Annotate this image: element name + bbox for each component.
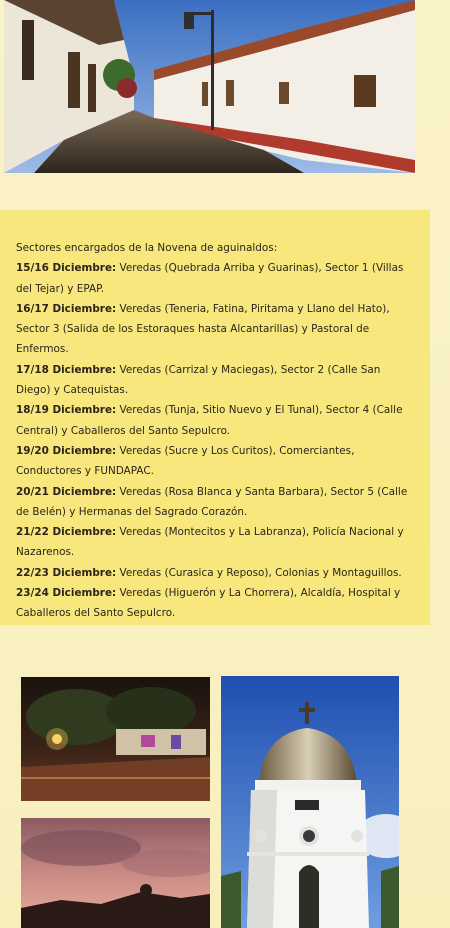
schedule-entry bbox=[16, 441, 418, 482]
entry-date: 23/24 Diciembre: bbox=[16, 587, 117, 600]
entry-date: 22/23 Diciembre: bbox=[16, 566, 117, 579]
entry-text: Veredas (Teneria, Fatina, Piritama y Llano del Hato), Sector 3 (Salida de los Estoraques hasta Alcantarillas) y Pastoral de Enfermos. bbox=[16, 302, 390, 356]
schedule-entry bbox=[16, 258, 418, 299]
entry-date: 19/20 Diciembre: bbox=[16, 444, 117, 457]
schedule-entry bbox=[16, 563, 418, 583]
schedule-entry bbox=[16, 299, 418, 360]
entry-date: 20/21 Diciembre: bbox=[16, 485, 117, 498]
sectors-text bbox=[16, 238, 418, 624]
entry-text: Veredas (Sucre y Los Curitos), Comerciantes, Conductores y FUNDAPAC. bbox=[16, 444, 355, 478]
entry-text: Veredas (Tunja, Sitio Nuevo y El Tunal), Sector 4 (Calle Central) y Caballeros del Santo Sepulcro. bbox=[16, 404, 403, 437]
intro-text: Sectores encargados de la Novena de aguinaldos: bbox=[16, 242, 278, 254]
entry-date: 21/22 Diciembre: bbox=[16, 526, 117, 539]
church-tower-photo bbox=[221, 676, 399, 928]
entry-text: Veredas (Curasica y Reposo), Colonias y Montaguillos. bbox=[116, 566, 402, 579]
entry-date: 18/19 Diciembre: bbox=[16, 404, 117, 417]
sunset-photo bbox=[21, 818, 210, 928]
street-photo bbox=[4, 0, 415, 173]
entry-text: Veredas (Rosa Blanca y Santa Barbara), Sector 5 (Calle de Belén) y Hermanas del Sagrado Corazón. bbox=[16, 485, 408, 518]
entry-date: 16/17 Diciembre: bbox=[16, 302, 117, 315]
schedule-entry bbox=[16, 583, 418, 624]
schedule-entry bbox=[16, 360, 418, 401]
entry-text: Veredas (Carrizal y Maciegas), Sector 2 (Calle San Diego) y Catequistas. bbox=[16, 363, 381, 397]
schedule-entry bbox=[16, 522, 418, 563]
entry-date: 15/16 Diciembre: bbox=[16, 262, 117, 275]
schedule-entry bbox=[16, 400, 418, 441]
entry-text: Veredas (Montecitos y La Labranza), Policía Nacional y Nazarenos. bbox=[16, 526, 404, 559]
plaza-night-photo bbox=[21, 677, 210, 801]
schedule-entry bbox=[16, 482, 418, 523]
entry-text: Veredas (Higuerón y La Chorrera), Alcaldía, Hospital y Caballeros del Santo Sepulcro. bbox=[16, 587, 401, 620]
entry-text: Veredas (Quebrada Arriba y Guarinas), Sector 1 (Villas del Tejar) y EPAP. bbox=[16, 262, 404, 295]
entry-date: 17/18 Diciembre: bbox=[16, 363, 117, 376]
